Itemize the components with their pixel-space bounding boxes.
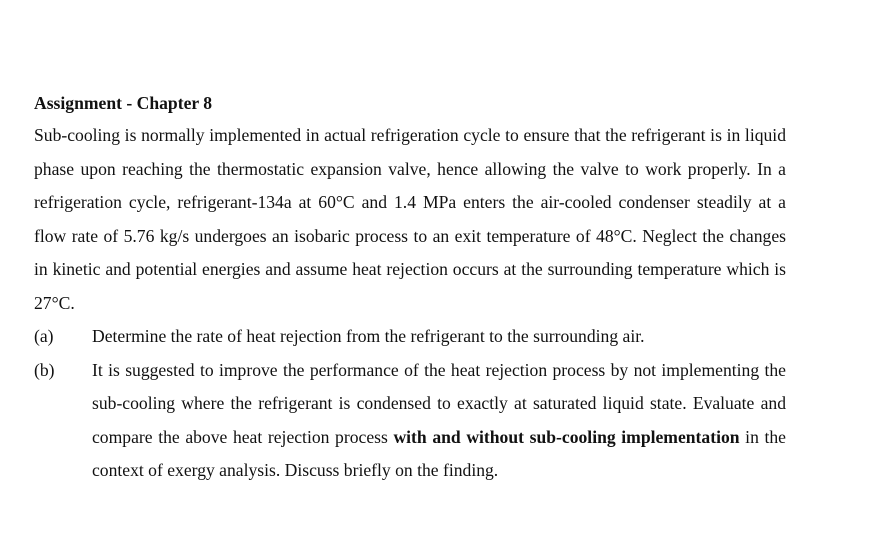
question-item-a bbox=[34, 320, 786, 354]
question-text-b-part2: in the context of exergy analysis. Discuss briefly on the finding. bbox=[92, 426, 786, 480]
assignment-title: Assignment - Chapter 8 bbox=[34, 93, 213, 113]
question-text-b-part1: It is suggested to improve the performance of the heat rejection process by not implementing the sub-cooling where the refrigerant is condensed to exactly at saturated liquid state. Evaluate and compare the above heat rejection process bbox=[92, 359, 786, 447]
question-label-b: (b) bbox=[34, 359, 55, 380]
question-label-a: (a) bbox=[34, 326, 54, 346]
question-text-a: Determine the rate of heat rejection from the refrigerant to the surrounding air. bbox=[92, 326, 645, 346]
problem-statement: Sub-cooling is normally implemented in actual refrigeration cycle to ensure that the refrigerant is in liquid phase upon reaching the thermostatic expansion valve, hence allowing the valve to work properly. In a refrigeration cycle, refrigerant-134a at 60°C and 1.4 MPa enters the air-cooled condenser steadily at a flow rate of 5.76 kg/s undergoes an isobaric process to an exit temperature of 48°C. Neglect the changes in kinetic and potential energies and assume heat rejection occurs at the surrounding temperature which is 27°C. bbox=[34, 125, 786, 313]
question-text-b-bold: with and without sub-cooling implementation bbox=[393, 426, 740, 447]
question-text-b bbox=[92, 354, 786, 488]
document-page bbox=[34, 88, 786, 488]
question-item-b bbox=[34, 354, 786, 488]
